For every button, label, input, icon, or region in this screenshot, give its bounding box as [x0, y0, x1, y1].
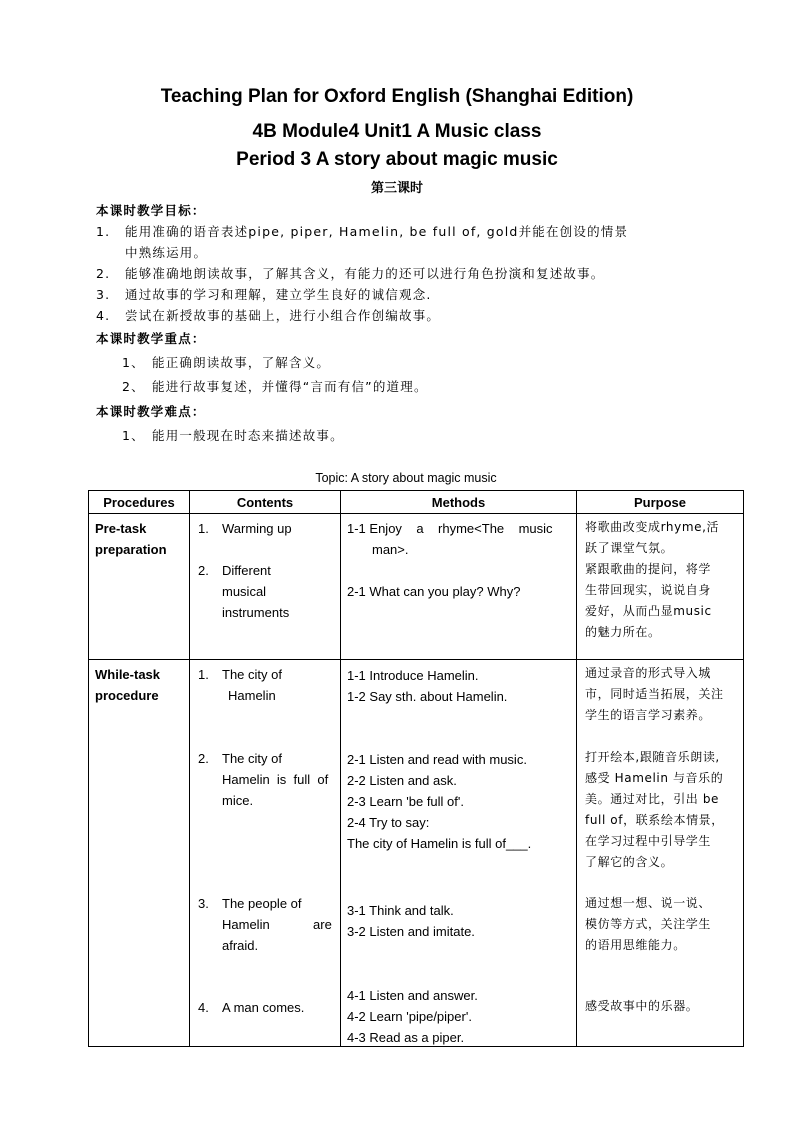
- column-header-procedures: Procedures: [89, 491, 190, 514]
- purpose-group: 通过想一想、说一说、 模仿等方式，关注学生 的语用思维能力。: [585, 896, 712, 952]
- content-item: 1. The city of Hamelin: [198, 667, 282, 703]
- period-title: Period 3 A story about magic music: [236, 149, 558, 170]
- procedure-cell: While-task procedure: [89, 660, 190, 1047]
- content-item: 3. The people of Hamelin are afraid.: [198, 896, 332, 953]
- method-item: 1-1 Enjoy a rhyme<The music: [347, 521, 553, 536]
- method-item: man>.: [372, 542, 409, 557]
- difficulties-heading: 本课时教学难点：: [96, 404, 206, 419]
- lesson-plan-table: [88, 490, 744, 1047]
- contents-cell: [190, 514, 341, 660]
- purpose-group: 感受故事中的乐器。: [585, 999, 699, 1013]
- period-number: 第三课时: [370, 181, 423, 196]
- table-row: [89, 660, 744, 1047]
- content-item: 2. Different musical instruments: [198, 563, 290, 620]
- key-points-heading: 本课时教学重点：: [96, 331, 206, 346]
- method-group: 4-1 Listen and answer. 4-2 Learn 'pipe/piper'. 4-3 Read as a piper.: [347, 988, 478, 1045]
- document-title: Teaching Plan for Oxford English (Shanghai Edition): [160, 86, 634, 107]
- list-item: 2、 能进行故事复述，并懂得“言而有信”的道理。: [122, 379, 428, 394]
- list-item: 4. 尝试在新授故事的基础上，进行小组合作创编故事。: [96, 308, 441, 323]
- list-item: 1、 能用一般现在时态来描述故事。: [122, 428, 344, 443]
- list-item: 1、 能正确朗读故事，了解含义。: [122, 355, 331, 370]
- column-header-contents: Contents: [190, 491, 341, 514]
- purpose-group: 通过录音的形式导入城 市，同时适当拓展，关注 学生的语言学习素养。: [585, 666, 724, 722]
- objectives-heading: 本课时教学目标：: [96, 203, 206, 218]
- table-topic: Topic: A story about magic music: [315, 471, 497, 485]
- column-header-methods: Methods: [341, 491, 577, 514]
- procedure-cell: Pre-task preparation: [89, 514, 190, 660]
- list-item: 3. 通过故事的学习和理解，建立学生良好的诚信观念.: [96, 287, 432, 302]
- column-header-purpose: Purpose: [577, 491, 744, 514]
- content-item: 2. The city of Hamelin is full of mice.: [198, 751, 329, 808]
- methods-cell: [341, 514, 577, 660]
- list-item: 1. 能用准确的语音表述pipe, piper, Hamelin, be full of, gold并能在创设的情景 中熟练运用。: [96, 224, 629, 260]
- purpose-cell: 将歌曲改变成rhyme,活 跃了课堂气氛。 紧跟歌曲的提问，将学 生带回现实，说说自身 爱好，从而凸显music 的魅力所在。: [577, 514, 744, 660]
- method-item: 2-1 What can you play? Why?: [347, 584, 521, 599]
- table-header-row: [89, 491, 744, 514]
- list-item: 2. 能够准确地朗读故事，了解其含义，有能力的还可以进行角色扮演和复述故事。: [96, 266, 605, 281]
- method-group: 1-1 Introduce Hamelin. 1-2 Say sth. about Hamelin.: [347, 668, 508, 704]
- table-row: [89, 514, 744, 660]
- purpose-group: 打开绘本,跟随音乐朗读, 感受 Hamelin 与音乐的 美。通过对比，引出 be full of，联系绘本情景， 在学习过程中引导学生 了解它的含义。: [585, 750, 724, 869]
- method-group: 3-1 Think and talk. 3-2 Listen and imitate.: [347, 903, 475, 939]
- method-group: 2-1 Listen and read with music. 2-2 Listen and ask. 2-3 Learn 'be full of'. 2-4 Try to say: The city of Hamelin is full of___.: [347, 752, 532, 851]
- content-item: 4. A man comes.: [198, 1000, 305, 1015]
- objectives-list: [96, 221, 736, 326]
- methods-cell: [341, 660, 577, 1047]
- purpose-cell: [577, 660, 744, 1047]
- content-item: 1. Warming up: [198, 521, 292, 536]
- unit-title: 4B Module4 Unit1 A Music class: [252, 121, 542, 142]
- contents-cell: [190, 660, 341, 1047]
